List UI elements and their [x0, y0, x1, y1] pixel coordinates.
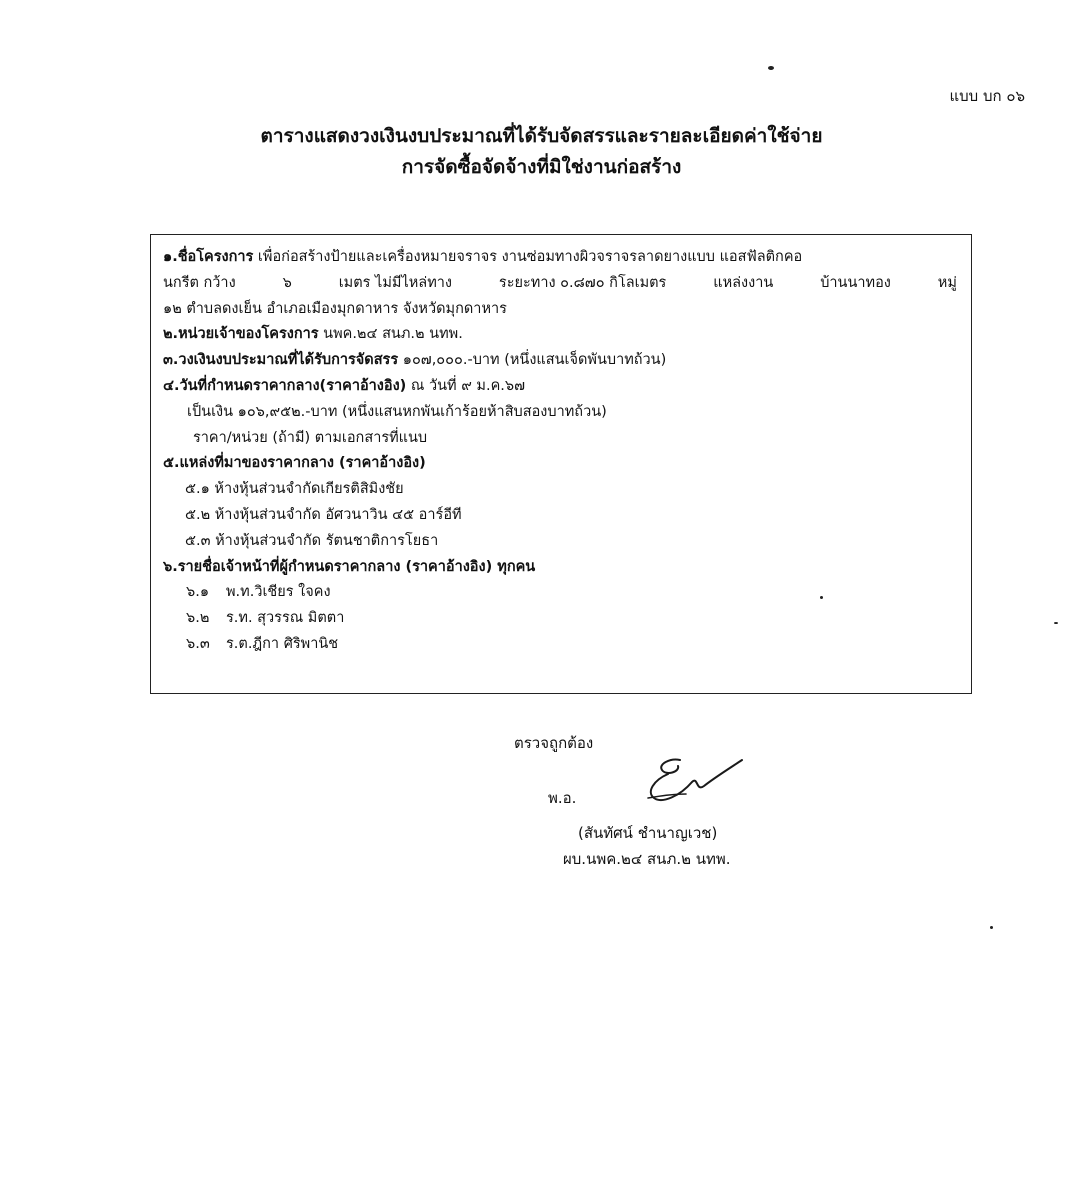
- project-name-heading: ๑.ชื่อโครงการ: [163, 249, 254, 265]
- officer-item: [163, 580, 957, 606]
- project-detail-part: นกรีต กว้าง: [163, 274, 236, 291]
- price-source-item: [163, 477, 957, 503]
- scan-speck: [820, 596, 823, 599]
- officer-name: ร.ต.ฎีกา ศิริพานิช: [226, 635, 339, 652]
- price-source-text: ๕.๒ ห้างหุ้นส่วนจำกัด อัศวนาวิน ๔๕ อาร์อีที: [185, 506, 462, 523]
- price-source-text: ๕.๑ ห้างหุ้นส่วนจำกัดเกียรติสิมิงชัย: [185, 481, 404, 498]
- officer-name: ร.ท. สุวรรณ มิตตา: [226, 610, 345, 627]
- price-source-item: [163, 529, 957, 555]
- project-detail-part: หมู่: [937, 274, 957, 291]
- project-location-row: [163, 297, 957, 323]
- unit-price-row: [163, 426, 957, 452]
- form-code: แบบ บก ๐๖: [949, 87, 1025, 105]
- reference-amount-text: เป็นเงิน ๑๐๖,๙๕๒.-บาท (หนึ่งแสนหกพันเก้าร้อยห้าสิบสองบาทถ้วน): [187, 403, 607, 420]
- officer-item: [163, 606, 957, 632]
- unit-price-text: ราคา/หน่วย (ถ้ามี) ตามเอกสารที่แนบ: [193, 429, 428, 446]
- page-subtitle: การจัดซื้อจัดจ้างที่มิใช่งานก่อสร้าง: [401, 156, 682, 178]
- officers-heading: ๖.รายชื่อเจ้าหน้าที่ผู้กำหนดราคากลาง (ราคาอ้างอิง) ทุกคน: [163, 558, 536, 575]
- signer-rank: พ.อ.: [548, 789, 577, 807]
- project-name-row-2: [163, 271, 957, 297]
- handwritten-signature: [640, 752, 750, 812]
- price-source-heading: ๕.แหล่งที่มาของราคากลาง (ราคาอ้างอิง): [163, 455, 426, 472]
- reference-date-heading: ๔.วันที่กำหนดราคากลาง(ราคาอ้างอิง): [163, 377, 407, 394]
- project-detail-part: ระยะทาง ๐.๘๗๐ กิโลเมตร: [498, 274, 667, 291]
- budget-row: [163, 348, 957, 374]
- verified-label: ตรวจถูกต้อง: [514, 734, 594, 752]
- reference-date-text: ณ วันที่ ๙ ม.ค.๖๗: [406, 377, 526, 394]
- signer-position: ผบ.นพค.๒๔ สนภ.๒ นทพ.: [563, 850, 731, 868]
- page-title: ตารางแสดงวงเงินงบประมาณที่ได้รับจัดสรรและรายละเอียดค่าใช้จ่าย: [260, 125, 823, 147]
- project-location-text: ๑๒ ตำบลดงเย็น อำเภอเมืองมุกดาหาร จังหวัดมุกดาหาร: [163, 300, 507, 317]
- scan-speck: [990, 926, 993, 929]
- officers-heading-row: [163, 555, 957, 581]
- budget-heading: ๓.วงเงินงบประมาณที่ได้รับการจัดสรร: [163, 352, 399, 369]
- project-detail-part: เมตร ไม่มีไหล่ทาง: [338, 274, 452, 291]
- budget-text: ๑๐๗,๐๐๐.-บาท (หนึ่งแสนเจ็ดพันบาทถ้วน): [398, 352, 667, 369]
- officer-number: ๖.๑: [186, 584, 210, 601]
- scan-speck: [1054, 622, 1058, 624]
- officer-item: [163, 632, 957, 658]
- price-source-heading-row: [163, 451, 957, 477]
- project-detail-part: บ้านนาทอง: [820, 274, 891, 291]
- owner-unit-text: นพค.๒๔ สนภ.๒ นทพ.: [318, 326, 463, 343]
- officer-number: ๖.๒: [186, 610, 210, 627]
- project-name-row: [163, 245, 957, 271]
- project-detail-part: แหล่งงาน: [713, 274, 774, 291]
- project-name-text: เพื่อก่อสร้างป้ายและเครื่องหมายจราจร งานซ่อมทางผิวจราจรลาดยางแบบ แอสฟัลติกคอ: [253, 249, 803, 265]
- reference-amount-row: [163, 400, 957, 426]
- officer-number: ๖.๓: [186, 635, 210, 652]
- owner-unit-row: [163, 322, 957, 348]
- scan-speck: [768, 66, 774, 70]
- price-source-text: ๕.๓ ห้างหุ้นส่วนจำกัด รัตนชาติการโยธา: [185, 532, 439, 549]
- project-detail-part: ๖: [282, 274, 292, 291]
- reference-date-row: [163, 374, 957, 400]
- officer-name: พ.ท.วิเชียร ใจคง: [226, 584, 331, 601]
- price-source-item: [163, 503, 957, 529]
- owner-unit-heading: ๒.หน่วยเจ้าของโครงการ: [163, 326, 319, 343]
- signer-name: (สันทัศน์ ชำนาญเวช): [578, 824, 718, 842]
- detail-box: [150, 234, 972, 694]
